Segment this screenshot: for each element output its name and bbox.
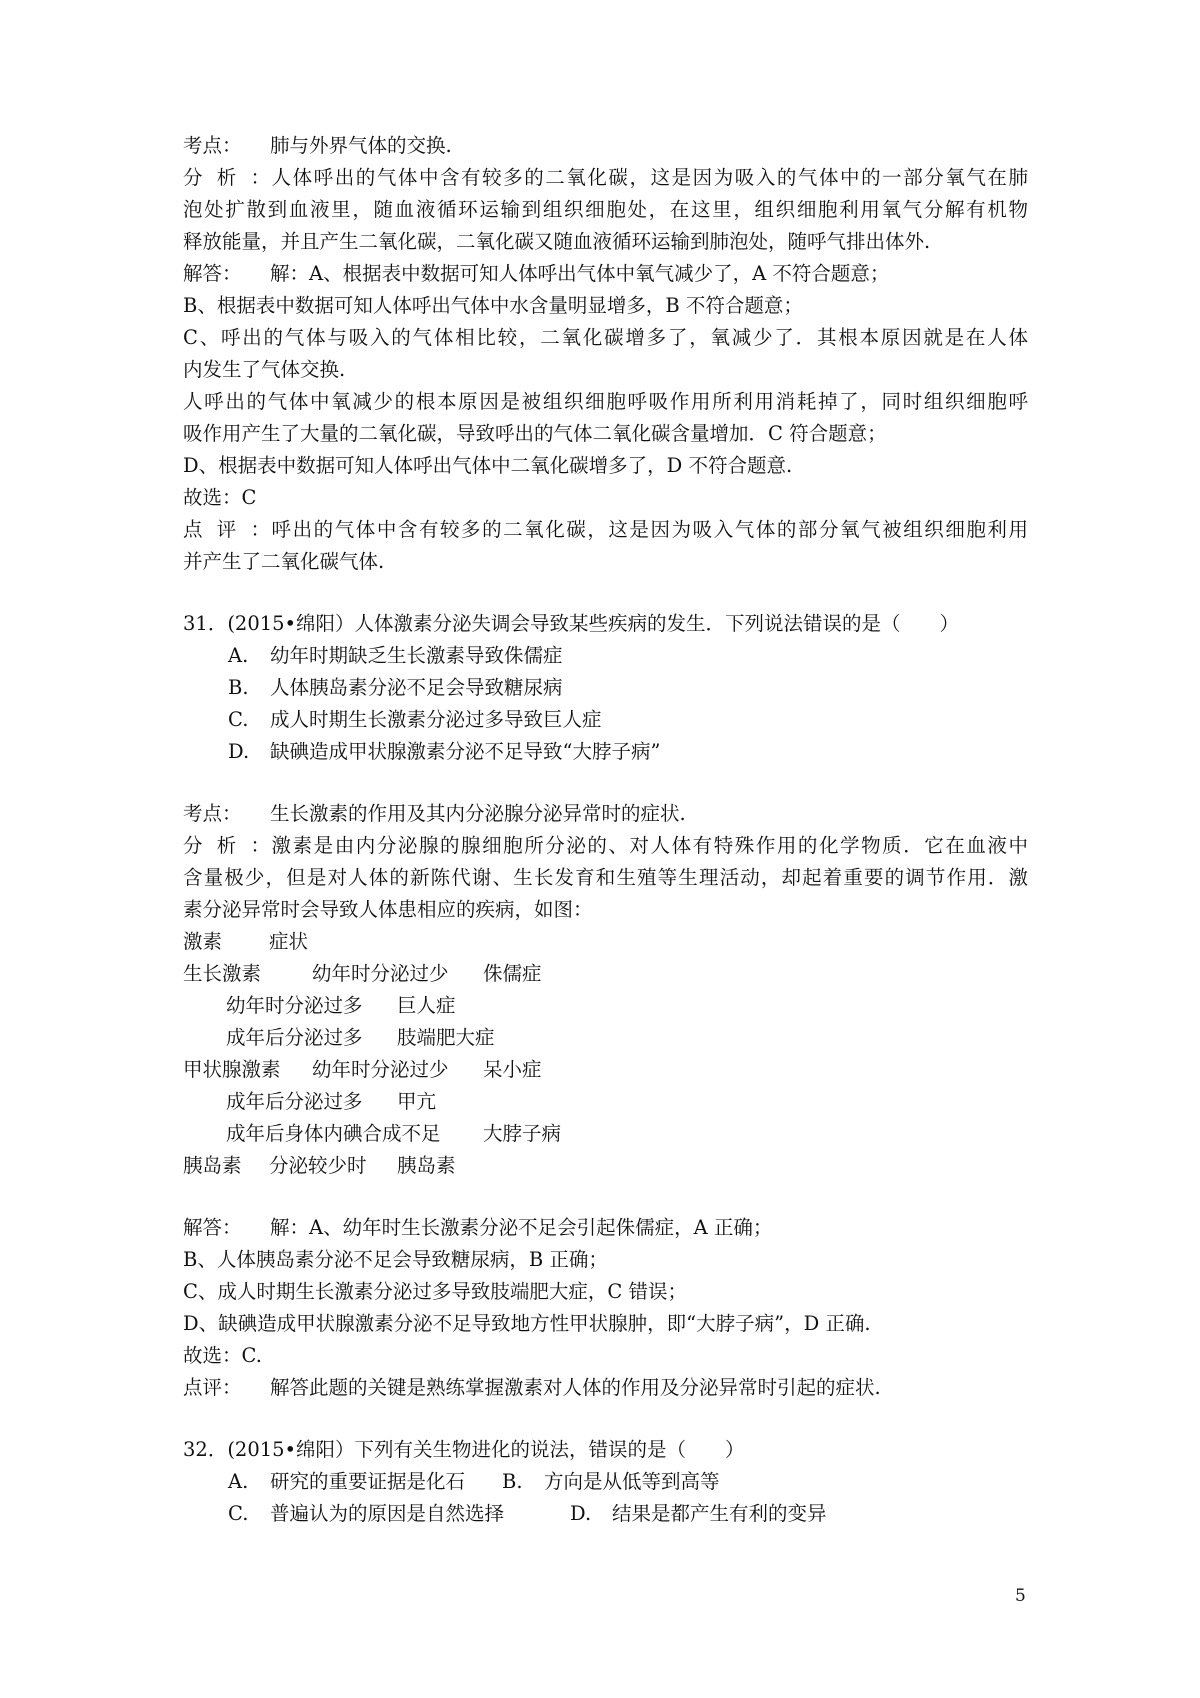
q30-fenxi-line-1 <box>183 162 1028 194</box>
q31-dianping-line <box>183 1372 1028 1404</box>
option-key: A. <box>228 1470 249 1493</box>
fenxi-label: 分析： <box>183 166 270 189</box>
q30-dianping-line-2: 并产生了二氧化碳气体. <box>183 550 385 573</box>
table-cell: 甲状腺激素 <box>183 1058 281 1081</box>
table-cell: 甲亢 <box>397 1090 437 1113</box>
table-cell: 巨人症 <box>397 994 456 1017</box>
option-key: C. <box>228 708 249 731</box>
option-key: A. <box>228 644 249 667</box>
option-text: 结果是都产生有利的变异 <box>612 1502 827 1525</box>
q32-options-row-2 <box>228 1498 1073 1530</box>
q32-options-row-1 <box>228 1466 1073 1498</box>
table-cell: 呆小症 <box>483 1058 542 1081</box>
option-text: 成人时期生长激素分泌过多导致巨人症 <box>270 708 602 731</box>
option-text: 缺碘造成甲状腺激素分泌不足导致“大脖子病” <box>270 740 661 763</box>
table-cell: 成年后身体内碘合成不足 <box>226 1122 441 1145</box>
page-number: 5 <box>1015 1586 1026 1606</box>
q30-jieda-line-2: B、根据表中数据可知人体呼出气体中水含量明显增多，B 不符合题意； <box>183 294 803 317</box>
dianping-text-1: 呼出的气体中含有较多的二氧化碳，这是因为吸入气体的部分氧气被组织细胞利用 <box>270 518 1028 541</box>
table-cell: 侏儒症 <box>483 962 542 985</box>
table-header-hormone: 激素 <box>183 930 223 953</box>
q31-fenxi-line-2: 含量极少，但是对人体的新陈代谢、生长发育和生殖等生理活动，却起着重要的调节作用．激 <box>183 866 1028 889</box>
table-cell: 幼年时分泌过少 <box>312 1058 449 1081</box>
q30-jieda-line-6: 吸作用产生了大量的二氧化碳，导致呼出的气体二氧化碳含量增加．C 符合题意； <box>183 422 887 445</box>
q30-jieda-line-7: D、根据表中数据可知人体呼出气体中二氧化碳增多了，D 不符合题意. <box>183 454 793 477</box>
table-cell: 分泌较少时 <box>269 1154 367 1177</box>
q30-jieda-line-1 <box>183 258 1028 290</box>
q31-jieda-line-4: D、缺碘造成甲状腺激素分泌不足导致地方性甲状腺肿，即“大脖子病”，D 正确. <box>183 1312 871 1335</box>
q32-stem: 32．(2015•绵阳）下列有关生物进化的说法，错误的是（ ） <box>183 1438 745 1461</box>
table-cell: 大脖子病 <box>483 1122 562 1145</box>
table-cell: 胰岛素 <box>183 1154 242 1177</box>
dianping-label: 点评： <box>183 518 270 541</box>
fenxi-text-1: 人体呼出的气体中含有较多的二氧化碳，这是因为吸入的气体中的一部分氧气在肺 <box>270 166 1028 189</box>
q31-option-b <box>228 672 1073 704</box>
table-cell: 成年后分泌过多 <box>226 1026 363 1049</box>
option-key: B. <box>228 676 249 699</box>
q31-fenxi-line-3: 素分泌异常时会导致人体患相应的疾病，如图： <box>183 898 593 921</box>
q31-option-c <box>228 704 1073 736</box>
fenxi-text-1: 激素是由内分泌腺的腺细胞所分泌的、对人体有特殊作用的化学物质．它在血液中 <box>270 834 1028 857</box>
dianping-label: 点评： <box>183 1376 242 1399</box>
table-header-symptom: 症状 <box>269 930 309 953</box>
option-key: C. <box>228 1502 249 1525</box>
q31-stem: 31．(2015•绵阳）人体激素分泌失调会导致某些疾病的发生．下列说法错误的是（ ） <box>183 612 960 635</box>
q31-jieda-line-3: C、成人时期生长激素分泌过多导致肢端肥大症，C 错误； <box>183 1280 688 1303</box>
kaodian-text: 肺与外界气体的交换. <box>270 134 452 157</box>
q31-kaodian-line <box>183 798 1028 830</box>
option-text: 人体胰岛素分泌不足会导致糖尿病 <box>270 676 563 699</box>
table-cell: 肢端肥大症 <box>397 1026 495 1049</box>
q31-jieda-line-1 <box>183 1212 1028 1244</box>
fenxi-label: 分析： <box>183 834 270 857</box>
q30-dianping-line-1 <box>183 514 1028 546</box>
q30-kaodian-line <box>183 130 1028 162</box>
option-text: 研究的重要证据是化石 <box>270 1470 466 1493</box>
q31-fenxi-line-1 <box>183 830 1028 862</box>
q31-answer: 故选：C. <box>183 1344 262 1367</box>
dianping-text: 解答此题的关键是熟练掌握激素对人体的作用及分泌异常时引起的症状. <box>270 1376 881 1399</box>
option-key: D. <box>570 1502 592 1525</box>
option-key: B. <box>502 1470 523 1493</box>
q31-jieda-line-2: B、人体胰岛素分泌不足会导致糖尿病，B 正确； <box>183 1248 608 1271</box>
jieda-text-1: 解：A、根据表中数据可知人体呼出气体中氧气减少了，A 不符合题意； <box>270 262 890 285</box>
jieda-text-1: 解：A、幼年时生长激素分泌不足会引起侏儒症，A 正确； <box>270 1216 773 1239</box>
q30-answer: 故选：C <box>183 486 257 509</box>
option-text: 方向是从低等到高等 <box>544 1470 720 1493</box>
table-cell: 幼年时分泌过少 <box>312 962 449 985</box>
kaodian-text: 生长激素的作用及其内分泌腺分泌异常时的症状. <box>270 802 686 825</box>
q30-jieda-line-3: C、呼出的气体与吸入的气体相比较，二氧化碳增多了，氧减少了．其根本原因就是在人体 <box>183 326 1028 349</box>
kaodian-label: 考点： <box>183 134 242 157</box>
q31-option-a <box>228 640 1073 672</box>
q30-jieda-line-5: 人呼出的气体中氧减少的根本原因是被组织细胞呼吸作用所利用消耗掉了，同时组织细胞呼 <box>183 390 1028 413</box>
jieda-label: 解答： <box>183 1216 242 1239</box>
option-text: 普遍认为的原因是自然选择 <box>270 1502 505 1525</box>
q30-fenxi-line-3: 释放能量，并且产生二氧化碳，二氧化碳又随血液循环运输到肺泡处，随呼气排出体外. <box>183 230 931 253</box>
jieda-label: 解答： <box>183 262 242 285</box>
q30-jieda-line-4: 内发生了气体交换. <box>183 358 346 381</box>
table-cell: 胰岛素 <box>397 1154 456 1177</box>
q31-option-d <box>228 736 1073 768</box>
option-key: D. <box>228 740 250 763</box>
q30-fenxi-line-2: 泡处扩散到血液里，随血液循环运输到组织细胞处，在这里，组织细胞利用氧气分解有机物 <box>183 198 1028 221</box>
table-cell: 成年后分泌过多 <box>226 1090 363 1113</box>
kaodian-label: 考点： <box>183 802 242 825</box>
option-text: 幼年时期缺乏生长激素导致侏儒症 <box>270 644 563 667</box>
table-cell: 生长激素 <box>183 962 262 985</box>
table-cell: 幼年时分泌过多 <box>226 994 363 1017</box>
